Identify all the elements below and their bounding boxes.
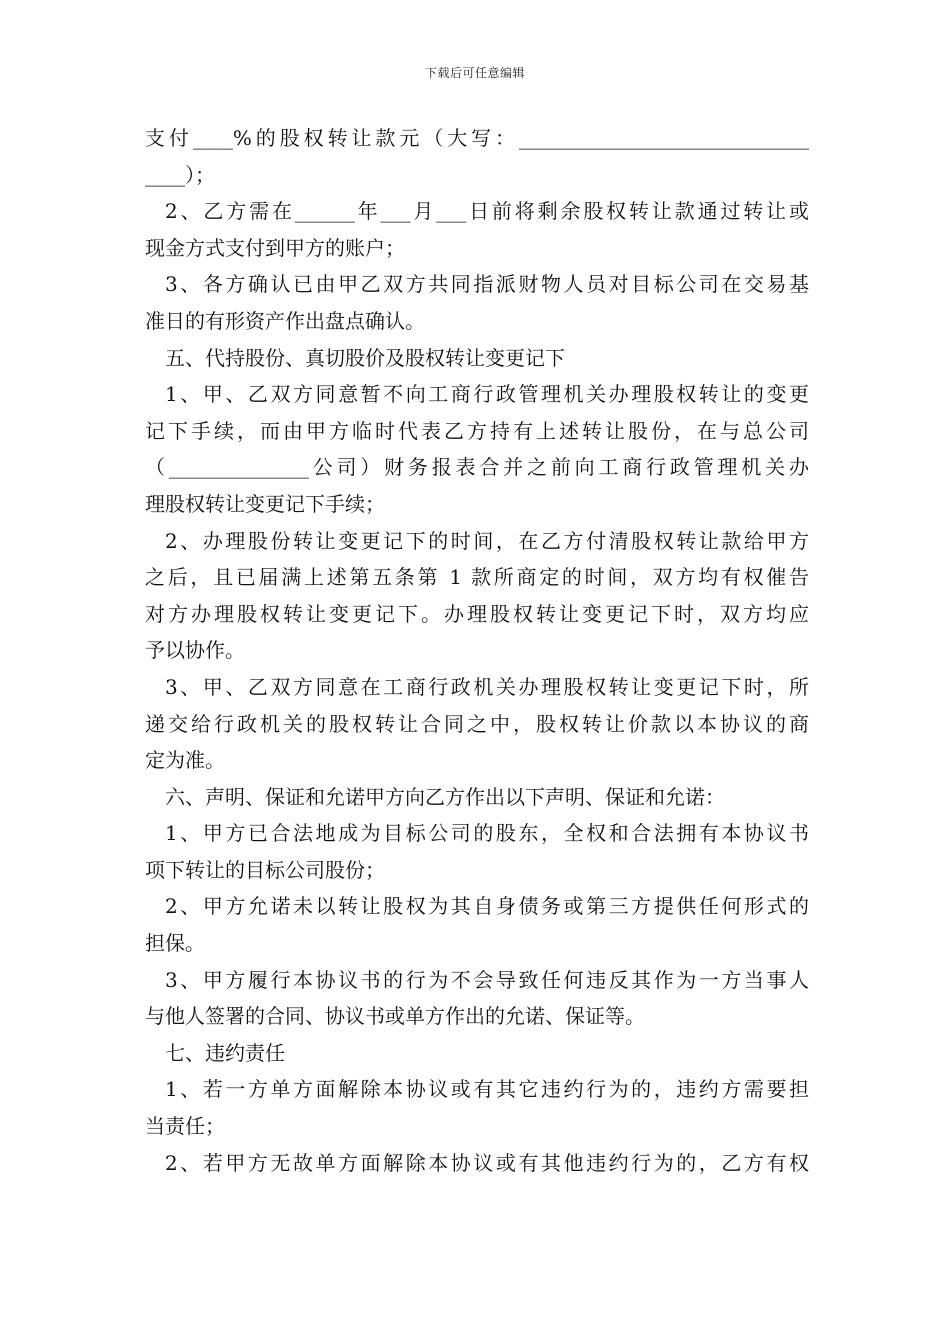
text-line: 对方办理股权转让变更记下。办理股权转让变更记下时，双方均应: [145, 601, 809, 626]
text-line: 予以协作。: [145, 638, 245, 663]
text-line: 3、各方确认已由甲乙双方共同指派财物人员对目标公司在交易基: [165, 272, 809, 297]
text-line: 当责任；: [145, 1114, 225, 1139]
text-line: 1、甲方已合法地成为目标公司的股东，全权和合法拥有本协议书: [165, 821, 809, 846]
text-line: 理股权转让变更记下手续；: [145, 491, 385, 516]
document-body: [145, 120, 809, 1181]
page-header: 下载后可任意编辑: [424, 66, 525, 80]
text-line: 2、乙方需在______年___月___日前将剩余股权转让款通过转让或: [165, 199, 809, 224]
text-line: 七、违约责任: [165, 1040, 285, 1065]
text-line: ____）；: [145, 162, 215, 187]
text-line: 现金方式支付到甲方的账户；: [145, 235, 405, 260]
text-line: （______________公司）财务报表合并之前向工商行政管理机关办: [145, 455, 809, 480]
text-line: 之后，且已届满上述第五条第 1 款所商定的时间，双方均有权催告: [145, 565, 809, 590]
text-line: 准日的有形资产作出盘点确认。: [145, 308, 425, 333]
text-line: 支付____%的股权转让款元（大写：_____________________________: [145, 126, 809, 150]
text-line: 2、若甲方无故单方面解除本协议或有其他违约行为的，乙方有权: [165, 1150, 809, 1175]
text-line: 递交给行政机关的股权转让合同之中，股权转让价款以本协议的商: [145, 711, 809, 736]
text-line: 担保。: [145, 931, 205, 956]
text-line: 与他人签署的合同、协议书或单方作出的允诺、保证等。: [145, 1004, 645, 1029]
text-line: 定为准。: [145, 748, 225, 773]
text-line: 2、甲方允诺未以转让股权为其自身债务或第三方提供任何形式的: [165, 894, 809, 919]
text-line: 1、若一方单方面解除本协议或有其它违约行为的，违约方需要担: [165, 1077, 809, 1102]
text-line: 记下手续，而由甲方临时代表乙方持有上述转让股份，在与总公司: [145, 418, 809, 443]
text-line: 3、甲、乙双方同意在工商行政机关办理股权转让变更记下时，所: [165, 674, 809, 699]
text-line: 2、办理股份转让变更记下的时间，在乙方付清股权转让款给甲方: [165, 528, 809, 553]
text-line: 五、代持股份、真切股价及股权转让变更记下: [165, 345, 565, 370]
text-line: 1、甲、乙双方同意暂不向工商行政管理机关办理股权转让的变更: [165, 382, 809, 407]
text-line: 3、甲方履行本协议书的行为不会导致任何违反其作为一方当事人: [165, 967, 809, 992]
text-line: 六、声明、保证和允诺甲方向乙方作出以下声明、保证和允诺：: [165, 784, 725, 809]
text-line: 项下转让的目标公司股份；: [145, 857, 385, 882]
